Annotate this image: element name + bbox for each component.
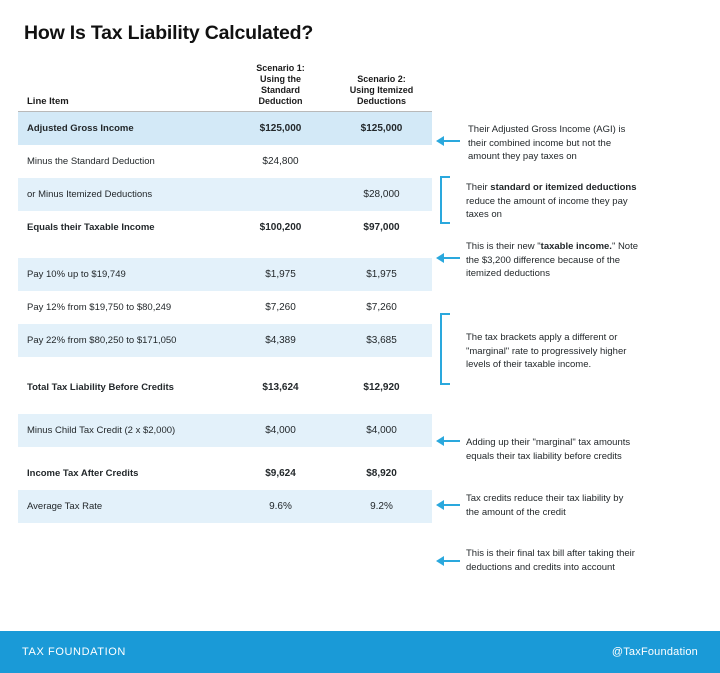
row-value-scenario-1: $13,624 xyxy=(262,382,299,393)
column-header-line-item: Line Item xyxy=(27,96,69,107)
row-value-scenario-2: $97,000 xyxy=(363,222,400,233)
row-value-scenario-2: $8,920 xyxy=(366,468,397,479)
annotation-brackets-line-1: The tax brackets apply a different or xyxy=(466,332,618,343)
scenario-1-line-4: Deduction xyxy=(258,96,303,106)
row-gap xyxy=(18,447,432,457)
row-value-scenario-1: $24,800 xyxy=(262,156,299,167)
row-value-scenario-1: $9,624 xyxy=(265,468,296,479)
row-label: Pay 10% up to $19,749 xyxy=(27,269,126,280)
row-label: Pay 12% from $19,750 to $80,249 xyxy=(27,302,172,313)
page-title: How Is Tax Liability Calculated? xyxy=(24,22,314,44)
row-label: Income Tax After Credits xyxy=(27,468,139,479)
row-label: or Minus Itemized Deductions xyxy=(27,189,153,200)
table-row xyxy=(18,258,432,291)
column-header-scenario-2 xyxy=(331,74,432,111)
row-value-scenario-1: 9.6% xyxy=(269,501,292,512)
annotation-deductions-emphasis: standard or itemized deductions xyxy=(490,182,637,193)
row-value-scenario-1: $125,000 xyxy=(259,123,302,134)
annotation-credits-line-2: the amount of the credit xyxy=(466,506,566,518)
row-value-scenario-1: $4,000 xyxy=(265,425,296,436)
footer-brand: TAX FOUNDATION xyxy=(22,646,126,658)
annotation-final-tax xyxy=(466,547,710,574)
annotation-agi-line-3: amount they pay taxes on xyxy=(468,151,577,162)
row-value-scenario-2: 9.2% xyxy=(370,501,393,512)
arrow-icon-taxable-income xyxy=(436,253,462,263)
annotation-deductions xyxy=(466,181,698,222)
annotation-child-credit xyxy=(466,492,698,519)
scenario-2-line-1: Scenario 2: xyxy=(357,74,406,84)
scenario-1-line-3: Standard xyxy=(260,85,300,95)
annotation-deductions-line-1a: Their xyxy=(466,182,491,193)
arrow-icon-final-tax xyxy=(436,556,462,566)
annotation-taxable-line-3: itemized deductions xyxy=(466,268,550,279)
annotation-brackets-line-3: levels of their taxable income. xyxy=(466,359,592,370)
table-row xyxy=(18,145,432,178)
annotation-tax-brackets xyxy=(466,331,698,372)
table-row xyxy=(18,291,432,324)
annotation-taxable-line-1c: " Note xyxy=(611,241,639,252)
annotation-deductions-line-3: taxes on xyxy=(466,209,502,220)
scenario-2-line-2: Using Itemized xyxy=(349,85,414,95)
annotation-taxable-income xyxy=(466,240,698,281)
row-value-scenario-1: $1,975 xyxy=(265,269,296,280)
row-value-scenario-2: $3,685 xyxy=(366,335,397,346)
arrow-icon-agi xyxy=(436,136,462,146)
row-value-scenario-2: $12,920 xyxy=(363,382,400,393)
table-row xyxy=(18,371,432,404)
annotation-credits-line-1: Tax credits reduce their tax liability by xyxy=(466,493,624,504)
annotation-brackets-line-2: "marginal" rate to progressively higher xyxy=(466,345,627,357)
row-value-scenario-2: $125,000 xyxy=(360,123,403,134)
row-value-scenario-2: $1,975 xyxy=(366,269,397,280)
brace-tax-brackets xyxy=(440,313,450,385)
table-row xyxy=(18,490,432,523)
row-value-scenario-1: $4,389 xyxy=(265,335,296,346)
brace-deductions xyxy=(440,176,450,224)
scenario-1-line-1: Scenario 1: xyxy=(256,63,305,73)
table-row xyxy=(18,112,432,145)
row-gap xyxy=(18,244,432,258)
row-label: Minus the Standard Deduction xyxy=(27,156,155,167)
scenario-1-line-2: Using the xyxy=(259,74,301,84)
row-label: Adjusted Gross Income xyxy=(27,123,134,134)
column-header-scenario-1 xyxy=(230,63,331,111)
table-row xyxy=(18,414,432,447)
arrow-icon-child-credit xyxy=(436,500,462,510)
scenario-2-line-3: Deductions xyxy=(356,96,406,106)
tax-liability-table xyxy=(18,60,432,523)
row-value-scenario-1: $100,200 xyxy=(259,222,302,233)
footer-handle[interactable]: @TaxFoundation xyxy=(611,646,698,658)
row-value-scenario-2: $28,000 xyxy=(363,189,400,200)
row-label: Minus Child Tax Credit (2 x $2,000) xyxy=(27,425,176,436)
row-label: Pay 22% from $80,250 to $171,050 xyxy=(27,335,177,346)
row-label: Equals their Taxable Income xyxy=(27,222,155,233)
annotation-final-line-2: deductions and credits into account xyxy=(466,561,615,573)
annotation-taxable-line-2: the $3,200 difference because of the xyxy=(466,254,621,266)
table-row xyxy=(18,457,432,490)
table-row xyxy=(18,178,432,211)
table-row xyxy=(18,324,432,357)
footer-bar xyxy=(0,631,720,673)
annotation-taxable-emphasis: taxable income. xyxy=(540,241,612,252)
annotation-total-tax xyxy=(466,436,698,463)
table-header-row xyxy=(18,60,432,112)
annotation-agi-line-2: their combined income but not the xyxy=(468,137,612,149)
row-gap xyxy=(18,404,432,414)
annotation-final-line-1: This is their final tax bill after taking their xyxy=(466,548,635,559)
annotation-deductions-line-2: reduce the amount of income they pay xyxy=(466,195,628,207)
row-gap xyxy=(18,357,432,371)
annotation-total-line-1: Adding up their "marginal" tax amounts xyxy=(466,437,631,448)
row-label: Total Tax Liability Before Credits xyxy=(27,382,174,393)
annotation-agi-line-1: Their Adjusted Gross Income (AGI) is xyxy=(468,124,626,135)
row-value-scenario-1: $7,260 xyxy=(265,302,296,313)
row-value-scenario-2: $4,000 xyxy=(366,425,397,436)
annotation-taxable-line-1a: This is their new " xyxy=(466,241,541,252)
annotation-agi xyxy=(468,123,700,164)
row-value-scenario-2: $7,260 xyxy=(366,302,397,313)
table-row xyxy=(18,211,432,244)
arrow-icon-total-tax xyxy=(436,436,462,446)
row-label: Average Tax Rate xyxy=(27,501,103,512)
annotation-total-line-2: equals their tax liability before credits xyxy=(466,450,622,462)
